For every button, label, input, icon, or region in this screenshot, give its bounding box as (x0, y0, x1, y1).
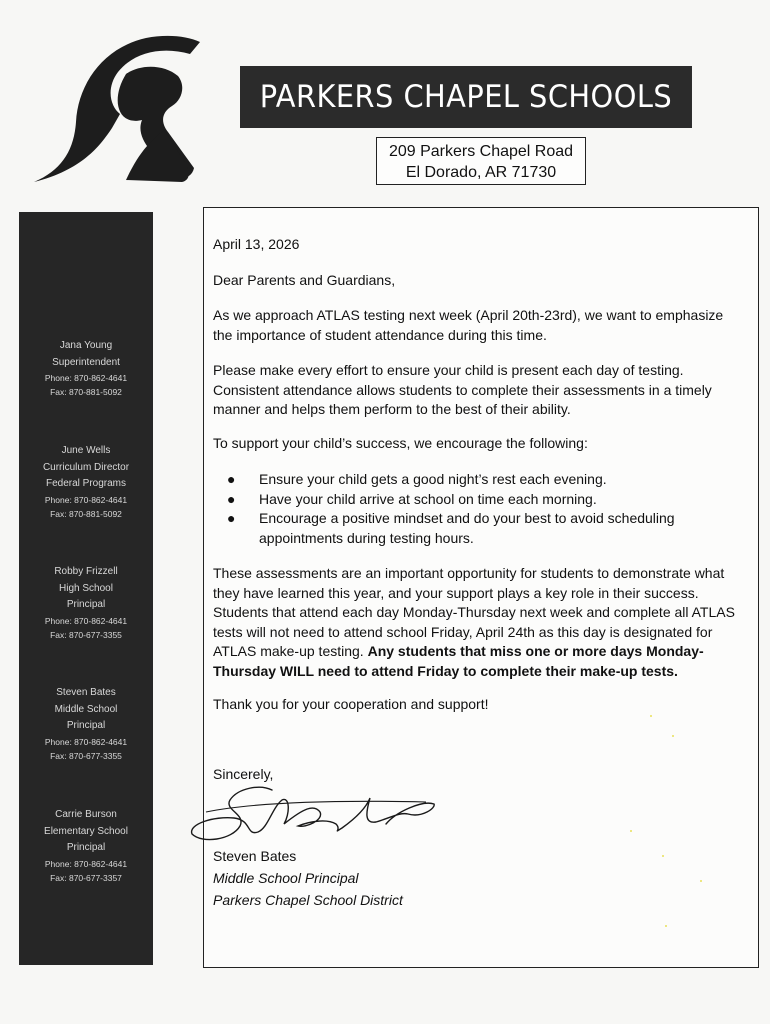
school-name: PARKERS CHAPEL SCHOOLS (259, 79, 673, 115)
address-box (376, 137, 586, 185)
bullet-icon: ● (227, 471, 236, 487)
letter-paragraph-3: To support your child’s success, we encourage the following: (213, 435, 588, 451)
staff-fax: Fax: 870-677-3357 (50, 872, 122, 883)
scan-speck (700, 880, 702, 882)
list-item (213, 490, 733, 510)
staff-name: June Wells (61, 445, 111, 456)
staff-phone: Phone: 870-862-4641 (44, 858, 128, 869)
staff-title: Principal (66, 842, 106, 853)
staff-name: Robby Frizzell (54, 566, 118, 577)
staff-title: Principal (66, 720, 106, 731)
tips-list (213, 470, 733, 548)
staff-name: Steven Bates (56, 687, 116, 698)
staff-title: Elementary School (44, 825, 128, 837)
staff-title: Superintendent (52, 356, 120, 368)
staff-title: Principal (66, 599, 106, 610)
staff-phone: Phone: 870-862-4641 (44, 494, 128, 505)
letter-paragraph-5: Thank you for your cooperation and support! (213, 696, 489, 712)
staff-title: Middle School (54, 703, 118, 715)
staff-fax: Fax: 870-881-5092 (50, 508, 122, 519)
signer-title: Middle School Principal (213, 870, 359, 886)
staff-name: Carrie Burson (55, 809, 117, 820)
staff-entry (19, 685, 153, 763)
staff-fax: Fax: 870-881-5092 (50, 387, 122, 397)
signer-organization: Parkers Chapel School District (213, 892, 403, 908)
staff-sidebar (19, 212, 153, 965)
staff-entry (19, 564, 153, 642)
scan-speck (630, 830, 632, 832)
staff-entry (19, 338, 153, 399)
staff-entry (19, 443, 153, 521)
letter-paragraph-1: As we approach ATLAS testing next week (April 20th-23rd), we want to emphasize the importance of student attendance during this time. (213, 307, 724, 343)
scan-speck (665, 925, 667, 927)
scan-speck (662, 855, 664, 857)
address-line-2: El Dorado, AR 71730 (405, 164, 557, 181)
school-name-banner (240, 66, 692, 128)
list-item (213, 470, 733, 490)
paragraph-4-bold: Any students that miss one or more days Monday-Thursday WILL need to attend Friday to complete their make-up tests. (213, 643, 704, 679)
signer-name: Steven Bates (213, 848, 297, 864)
staff-fax: Fax: 870-677-3355 (50, 629, 122, 640)
staff-phone: Phone: 870-862-4641 (44, 373, 128, 383)
staff-fax: Fax: 870-677-3355 (50, 750, 122, 761)
letter-date: April 13, 2026 (213, 236, 300, 252)
staff-title: High School (59, 582, 113, 594)
staff-phone: Phone: 870-862-4641 (44, 736, 128, 747)
list-item-text: Ensure your child gets a good night’s rest each evening. (259, 471, 607, 487)
scan-speck (672, 735, 674, 737)
spartan-helmet-logo (22, 30, 202, 190)
staff-entry (19, 807, 153, 885)
staff-phone: Phone: 870-862-4641 (44, 615, 128, 626)
staff-title: Curriculum Director (42, 461, 130, 473)
list-item (213, 509, 733, 548)
staff-title: Federal Programs (45, 478, 127, 489)
letter-closing: Sincerely, (213, 766, 274, 782)
letter-paragraph-2: Please make every effort to ensure your child is present each day of testing. Consistent attendance allows students to complete their assessments in a timely manner and helps them perform to the best of their ability. (213, 362, 712, 417)
bullet-icon: ● (227, 490, 236, 507)
scan-speck (650, 715, 652, 717)
address-line-1: 209 Parkers Chapel Road (388, 143, 574, 160)
list-item-text: Have your child arrive at school on time each morning. (259, 490, 597, 507)
list-item-text: Encourage a positive mindset and do your best to avoid scheduling appointments during testing hours. (259, 510, 675, 546)
staff-name: Jana Young (59, 340, 113, 351)
paragraph-4-text: These assessments are an important opportunity for students to demonstrate what they have learned this year, and your support plays a key role in their success. Students that attend each day Monday-Thursday next week and complete all ATLAS tests will not need to attend school Friday, April 24th as this day is designated for ATLAS make-up testing. (213, 565, 735, 659)
letter-paragraph-4 (213, 564, 748, 681)
letter-salutation: Dear Parents and Guardians, (213, 272, 396, 288)
bullet-icon: ● (227, 510, 236, 526)
